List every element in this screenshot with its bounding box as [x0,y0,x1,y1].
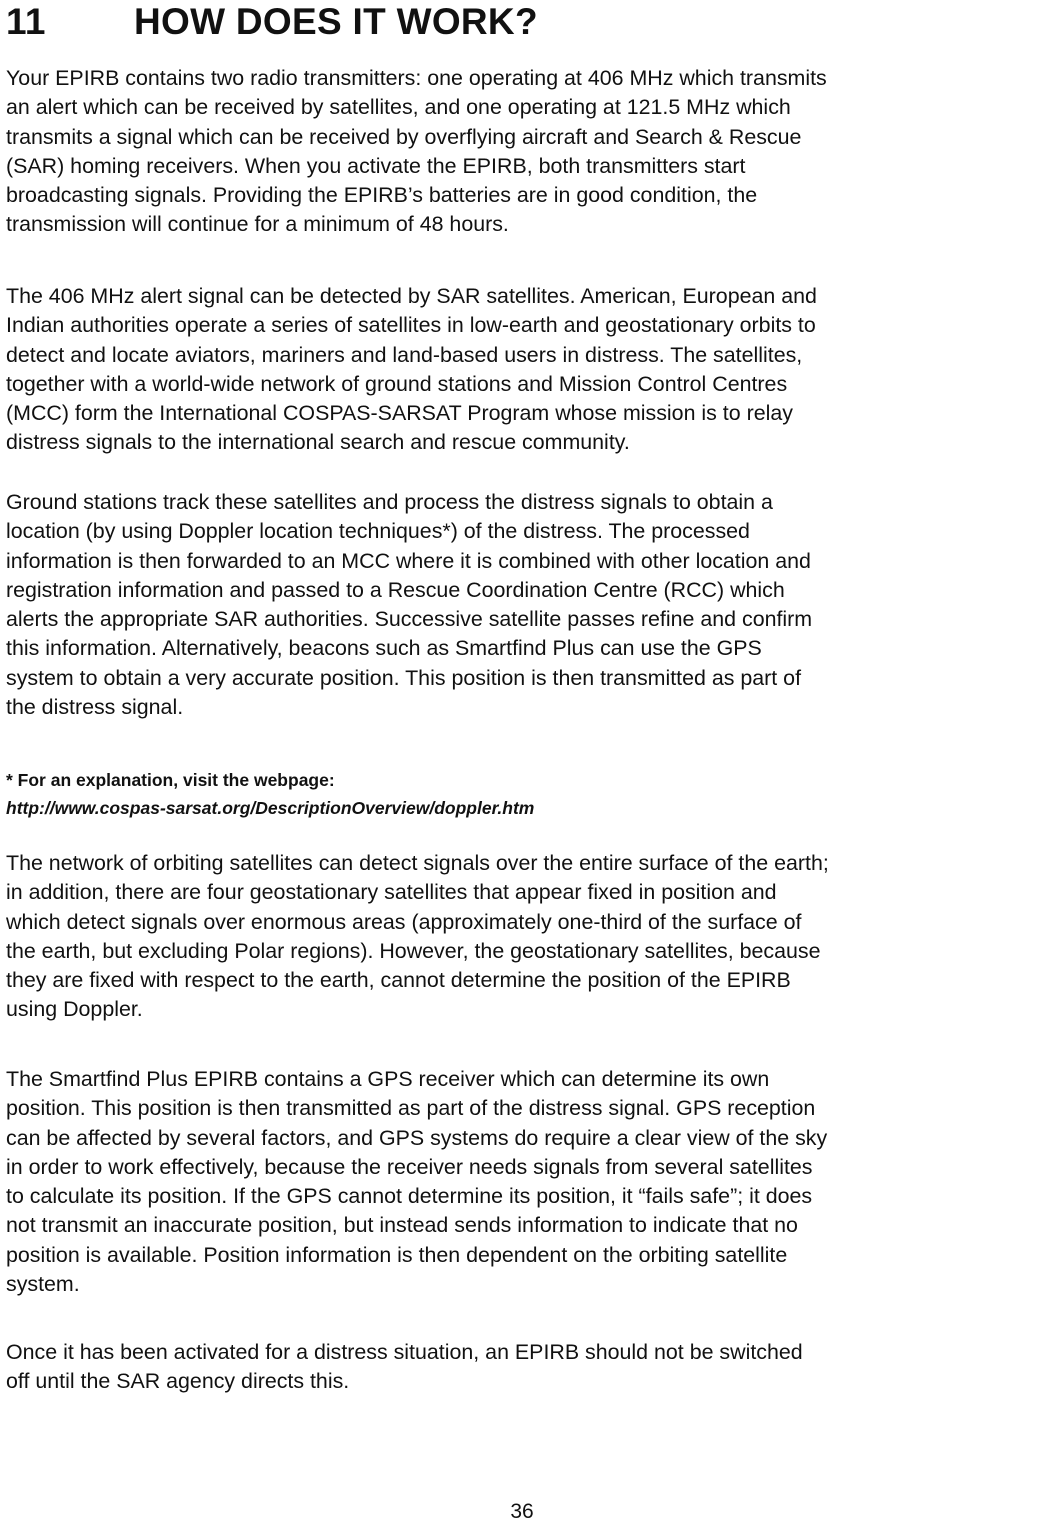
paragraph-ground-stations [6,488,812,722]
footnote-text: * For an explanation, visit the webpage: [6,770,335,790]
paragraph-line: (SAR) homing receivers. When you activate the EPIRB, both transmitters start [6,153,746,178]
paragraph-line: detect and locate aviators, mariners and land-based users in distress. The satellites, [6,342,803,367]
paragraph-line: position is available. Position information is then dependent on the orbiting satellite [6,1242,788,1267]
paragraph-line: Your EPIRB contains two radio transmitters: one operating at 406 MHz which transmits [6,66,827,90]
section-heading [6,2,538,42]
paragraph-line: position. This position is then transmitted as part of the distress signal. GPS reception [6,1096,816,1121]
paragraph-line: The 406 MHz alert signal can be detected by SAR satellites. American, European and [6,284,817,308]
paragraph-satellites [6,282,817,458]
paragraph-line: not transmit an inaccurate position, but instead sends information to indicate that no [6,1213,798,1238]
paragraph-line: Ground stations track these satellites and process the distress signals to obtain a [6,490,773,514]
paragraph-line: registration information and passed to a Rescue Coordination Centre (RCC) which [6,577,785,602]
paragraph-orbiting-network [6,849,829,1025]
paragraph-line: to calculate its position. If the GPS cannot determine its position, it “fails safe”; it does [6,1184,813,1209]
paragraph-line: system. [6,1272,80,1297]
paragraph-line: information is then forwarded to an MCC where it is combined with other location and [6,548,811,573]
paragraph-line: (MCC) form the International COSPAS-SARSAT Program whose mission is to relay [6,401,793,426]
paragraph-line: using Doppler. [6,997,143,1022]
paragraph-line: distress signals to the international search and rescue community. [6,430,630,455]
footnote [6,766,534,822]
paragraph-line: which detect signals over enormous areas (approximately one-third of the surface of [6,909,802,934]
paragraph-line: transmits a signal which can be received by overflying aircraft and Search & Rescue [6,124,802,149]
paragraph-line: off until the SAR agency directs this. [6,1369,350,1394]
section-number: 11 [6,1,46,42]
paragraph-line: broadcasting signals. Providing the EPIRB’s batteries are in good condition, the [6,183,758,208]
paragraph-line: in order to work effectively, because the receiver needs signals from several satellites [6,1154,813,1179]
paragraph-gps [6,1065,827,1299]
paragraph-line: together with a world-wide network of ground stations and Mission Control Centres [6,371,788,396]
paragraph-line: The network of orbiting satellites can detect signals over the entire surface of the earth; [6,851,829,875]
paragraph-line: the earth, but excluding Polar regions). However, the geostationary satellites, because [6,938,821,963]
paragraph-line: the distress signal. [6,695,184,720]
paragraph-line: system to obtain a very accurate position. This position is then transmitted as part of [6,665,802,690]
paragraph-line: Indian authorities operate a series of satellites in low-earth and geostationary orbits to [6,313,816,338]
footnote-url-link[interactable]: http://www.cospas-sarsat.org/DescriptionOverview/doppler.htm [6,798,535,818]
paragraph-line: they are fixed with respect to the earth, cannot determine the position of the EPIRB [6,968,791,993]
paragraph-line: alerts the appropriate SAR authorities. Successive satellite passes refine and confirm [6,607,813,632]
page-number: 36 [510,1500,534,1523]
paragraph-line: location (by using Doppler location techniques*) of the distress. The processed [6,519,750,544]
paragraph-line: can be affected by several factors, and GPS systems do require a clear view of the sky [6,1125,828,1150]
paragraph-line: transmission will continue for a minimum of 48 hours. [6,212,509,237]
paragraph-transmitters [6,64,827,240]
paragraph-activation [6,1338,803,1397]
section-title: HOW DOES IT WORK? [134,1,538,42]
paragraph-line: The Smartfind Plus EPIRB contains a GPS receiver which can determine its own [6,1067,770,1091]
paragraph-line: Once it has been activated for a distress situation, an EPIRB should not be switched [6,1340,803,1364]
paragraph-line: in addition, there are four geostationary satellites that appear fixed in position and [6,880,777,905]
paragraph-line: an alert which can be received by satellites, and one operating at 121.5 MHz which [6,95,791,120]
paragraph-line: this information. Alternatively, beacons such as Smartfind Plus can use the GPS [6,636,762,661]
